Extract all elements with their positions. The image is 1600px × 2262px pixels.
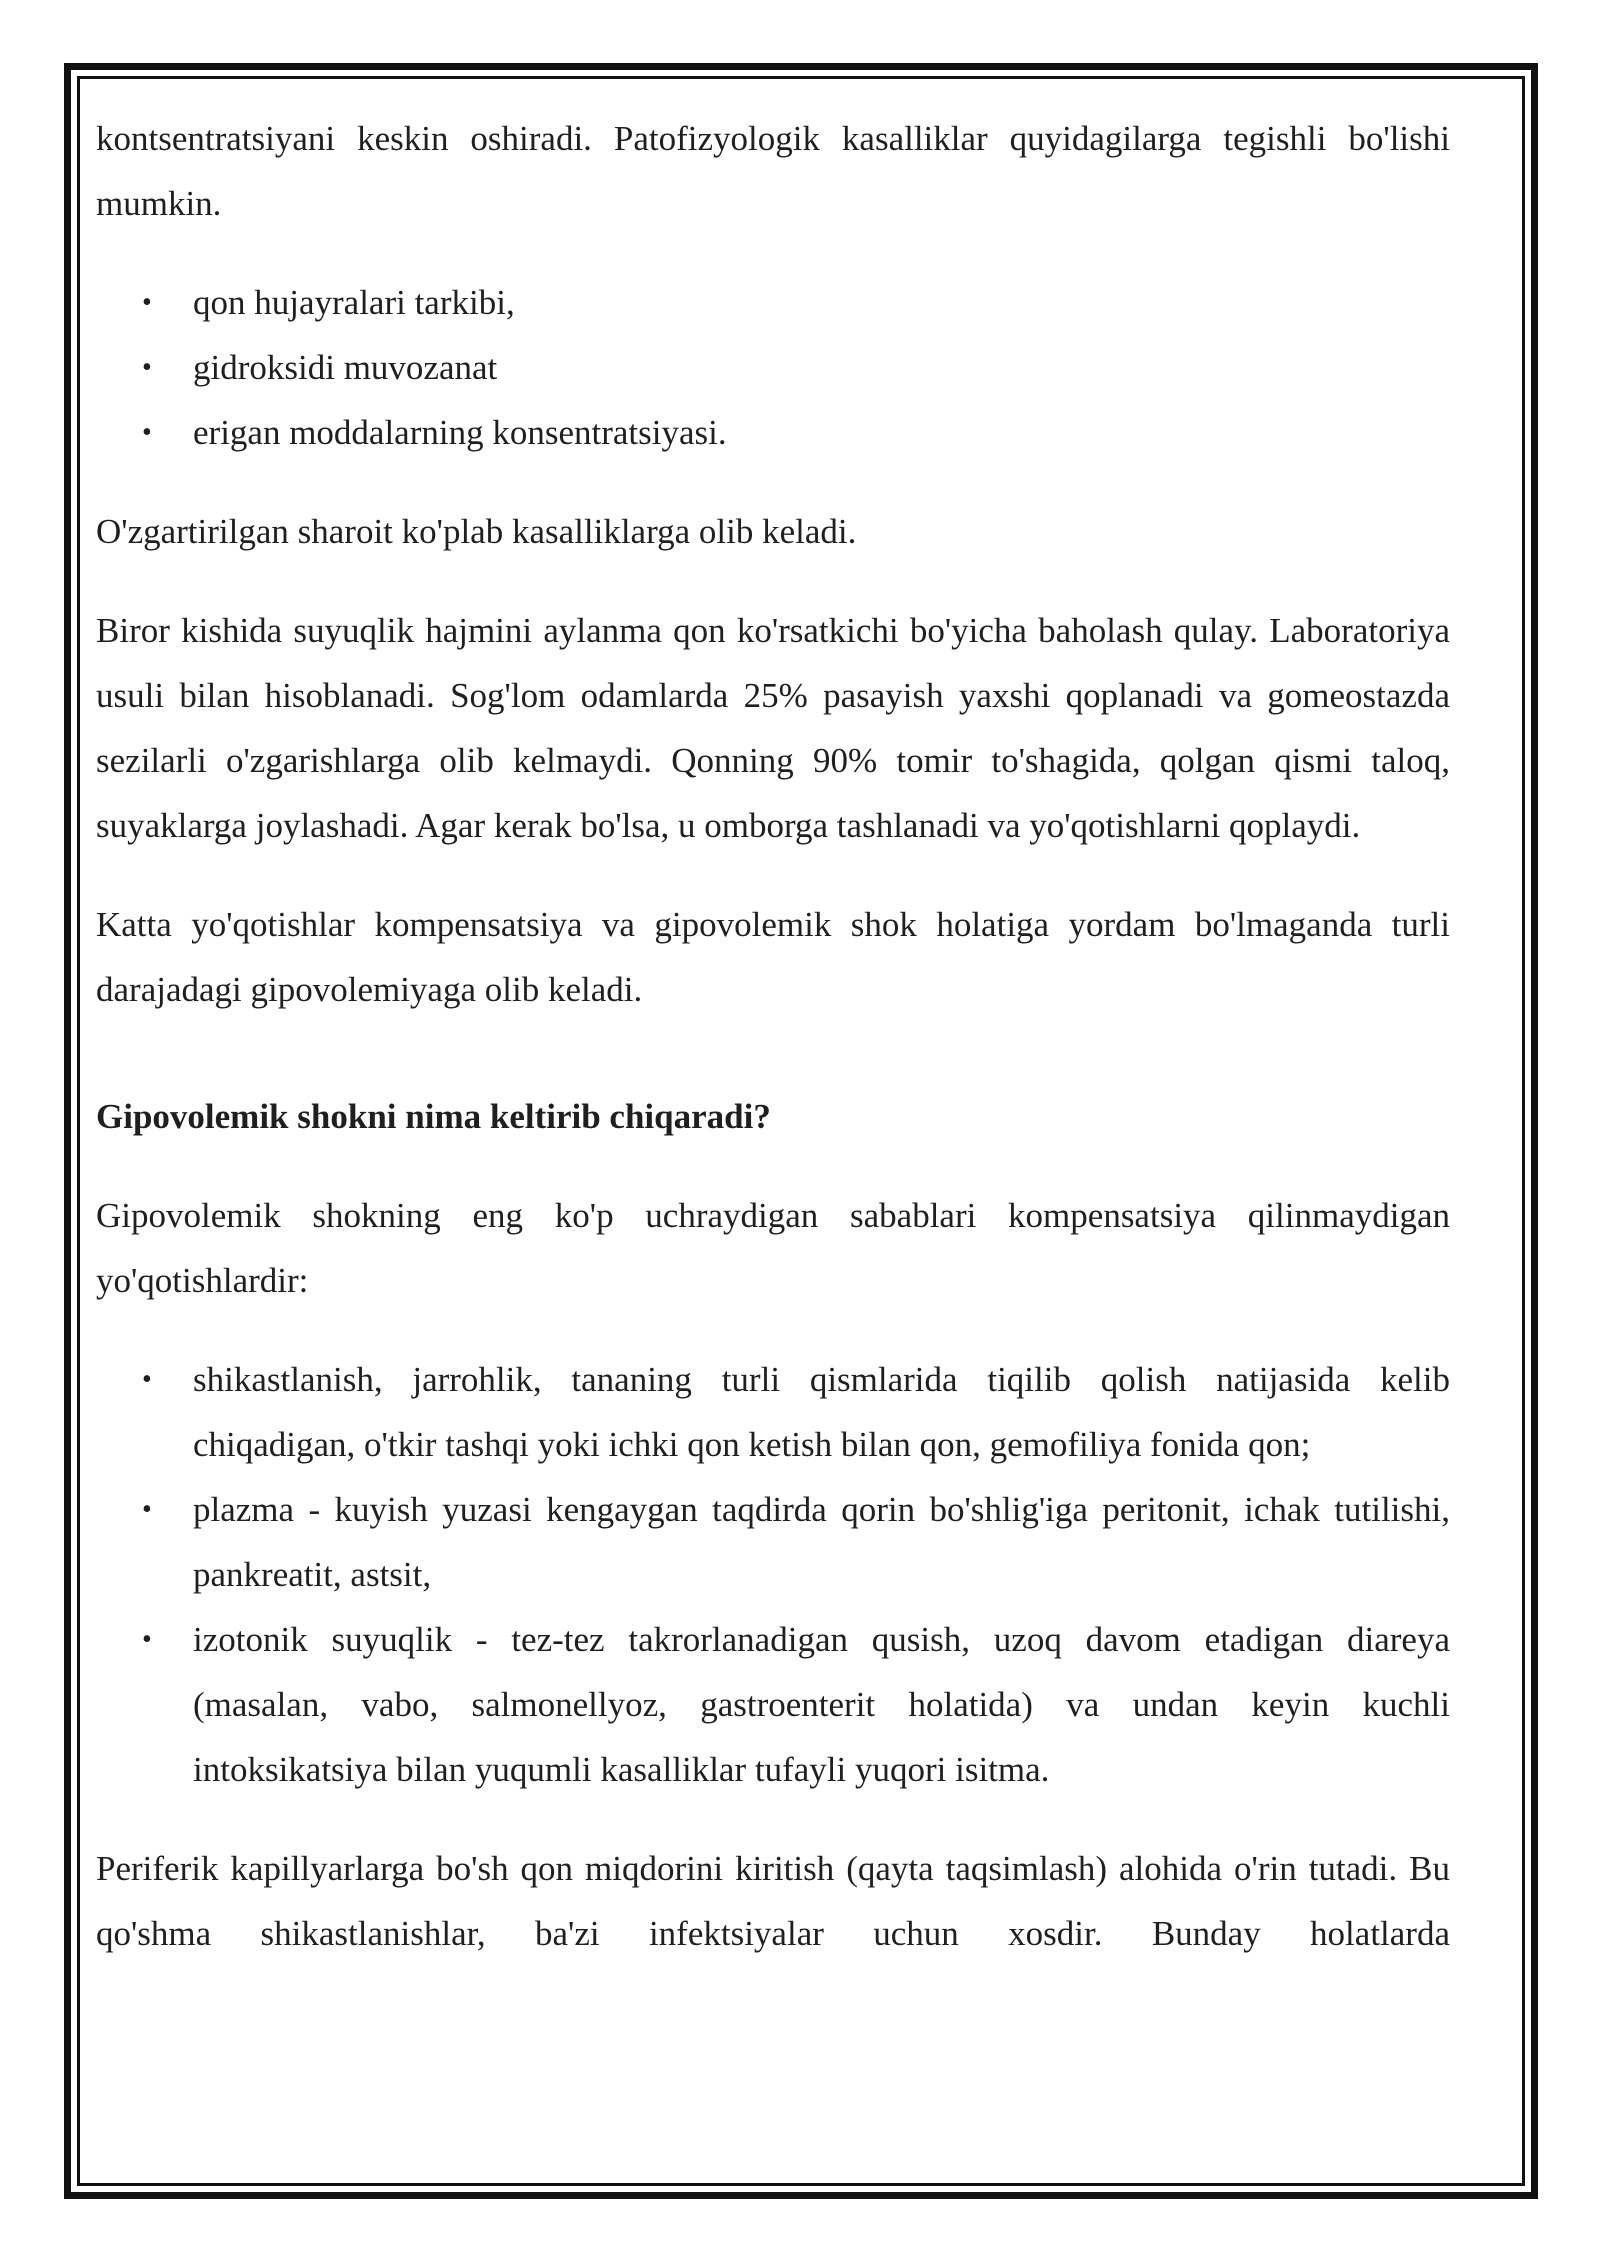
bullet-list-1 xyxy=(96,270,1450,465)
paragraph-1: kontsentratsiyani keskin oshiradi. Patofizyologik kasalliklar quyidagilarga tegishli bo'lishi mumkin. xyxy=(96,119,1450,223)
bullet-list-2 xyxy=(96,1347,1450,1802)
list-item: • plazma - kuyish yuzasi kengaygan taqdirda qorin bo'shlig'iga peritonit, ichak tutilishi, pankreatit, astsit, xyxy=(96,1477,1450,1607)
document-body xyxy=(96,106,1450,1966)
paragraph-2: O'zgartirilgan sharoit ko'plab kasalliklarga olib keladi. xyxy=(96,512,857,551)
paragraph-3: Biror kishida suyuqlik hajmini aylanma qon ko'rsatkichi bo'yicha baholash qulay. Laboratoriya usuli bilan hisoblanadi. Sog'lom odamlarda 25% pasayish yaxshi qoplanadi va gomeostazda sezilarli o'zgarishlarga olib kelmaydi. Qonning 90% tomir to'shagida, qolgan qismi taloq, suyaklarga joylashadi. Agar kerak bo'lsa, u omborga tashlanadi va yo'qotishlarni qoplaydi. xyxy=(96,611,1450,845)
section-heading: Gipovolemik shokni nima keltirib chiqaradi? xyxy=(96,1097,771,1136)
list-item: • shikastlanish, jarrohlik, tananing turli qismlarida tiqilib qolish natijasida kelib chiqadigan, o'tkir tashqi yoki ichki qon ketish bilan qon, gemofiliya fonida qon; xyxy=(96,1347,1450,1477)
paragraph-5: Gipovolemik shokning eng ko'p uchraydigan sabablari kompensatsiya qilinmaydigan yo'qotishlardir: xyxy=(96,1196,1450,1300)
list-item: • izotonik suyuqlik - tez-tez takrorlanadigan qusish, uzoq davom etadigan diareya (masalan, vabo, salmonellyoz, gastroenterit holatida) va undan keyin kuchli intoksikatsiya bilan yuqumli kasalliklar tufayli yuqori isitma. xyxy=(96,1607,1450,1802)
paragraph-4: Katta yo'qotishlar kompensatsiya va gipovolemik shok holatiga yordam bo'lmaganda turli darajadagi gipovolemiyaga olib keladi. xyxy=(96,905,1450,1009)
list-item: • qon hujayralari tarkibi, xyxy=(96,270,1450,335)
list-item: • gidroksidi muvozanat xyxy=(96,335,1450,400)
list-item: • erigan moddalarning konsentratsiyasi. xyxy=(96,400,1450,465)
paragraph-6: Periferik kapillyarlarga bo'sh qon miqdorini kiritish (qayta taqsimlash) alohida o'rin tutadi. Bu qo'shma shikastlanishlar, ba'zi infektsiyalar uchun xosdir. Bunday holatlarda xyxy=(96,1849,1450,1953)
